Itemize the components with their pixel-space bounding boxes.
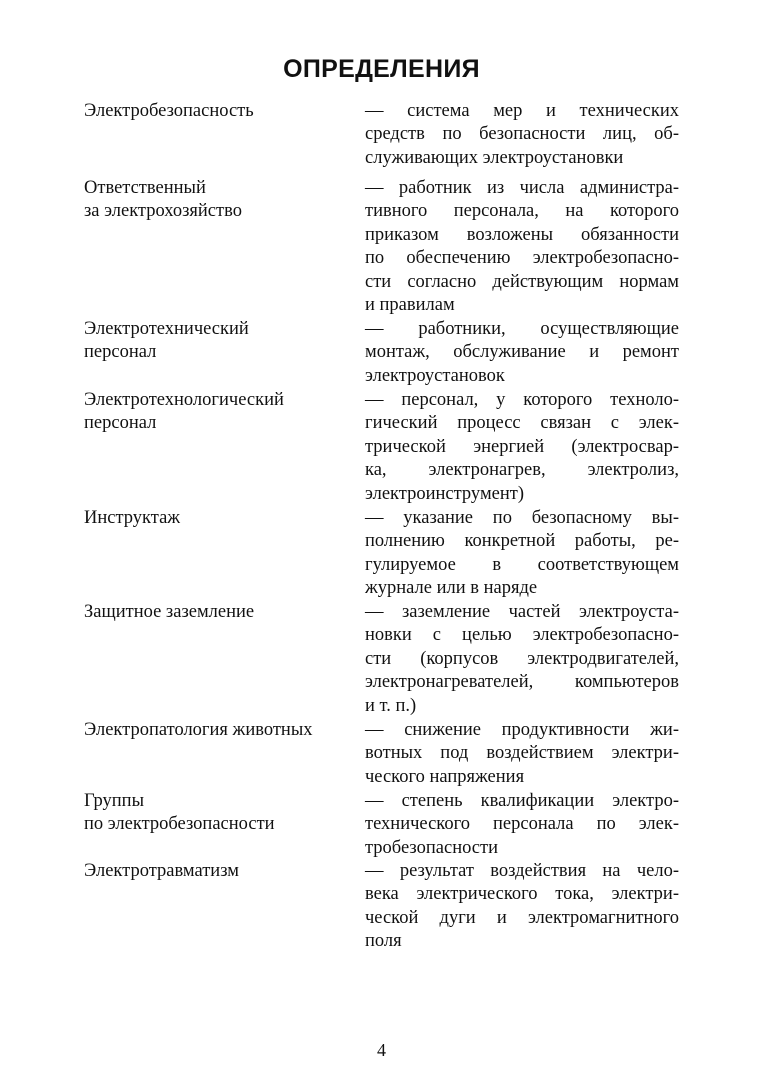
definition-line: и правилам (365, 295, 455, 316)
definition-line: электроинструмент) (365, 483, 525, 504)
definition-line: средств по безопасности лиц, об- (365, 124, 679, 145)
term-line: Электропатология животных (84, 720, 313, 740)
definition-text (365, 100, 679, 170)
definition-line: технического персонала по элек- (365, 814, 679, 835)
definition-line: — результат воздействия на чело- (365, 861, 679, 881)
definition-line: полнению конкретной работы, ре- (365, 531, 679, 552)
definition-line: сти (корпусов электродвигателей, (365, 648, 679, 669)
definition-term (84, 601, 354, 624)
definition-line: ческого напряжения (365, 766, 525, 787)
term-line: персонал (84, 413, 157, 434)
definition-line: вотных под воздействием электри- (365, 743, 679, 764)
definition-term (84, 100, 354, 123)
term-line: Электробезопасность (84, 101, 254, 121)
definition-line: ка, электронагрев, электролиз, (365, 460, 679, 481)
definition-line: — снижение продуктивности жи- (365, 720, 679, 740)
page-title: ОПРЕДЕЛЕНИЯ (283, 55, 480, 83)
definition-text (365, 318, 679, 388)
definition-line: новки с целью электробезопасно- (365, 625, 679, 646)
definition-text (365, 177, 679, 317)
definition-text (365, 601, 679, 718)
term-line: Электротравматизм (84, 861, 239, 881)
definition-text (365, 389, 679, 506)
definition-text (365, 507, 679, 601)
definition-line: журнале или в наряде (365, 578, 538, 599)
definition-line: — указание по безопасному вы- (365, 508, 679, 528)
term-line: Ответственный (84, 178, 206, 198)
term-line: Группы (84, 791, 145, 811)
definition-line: — работники, осуществляющие (365, 319, 679, 339)
definition-line: и т. п.) (365, 695, 417, 716)
definition-line: — заземление частей электроуста- (365, 602, 679, 622)
definition-term (84, 177, 354, 224)
definition-line: электроустановок (365, 365, 505, 386)
definition-term (84, 860, 354, 883)
term-line: за электрохозяйство (84, 201, 242, 222)
definition-line: тивного персонала, на которого (365, 201, 679, 222)
definition-line: гический процесс связан с элек- (365, 413, 679, 434)
definition-text (365, 719, 679, 789)
definition-line: — система мер и технических (365, 101, 679, 121)
definition-line: по обеспечению электробезопасно- (365, 248, 679, 269)
term-line: Инструктаж (84, 508, 181, 528)
term-line: Электротехнический (84, 319, 249, 339)
definition-line: гулируемое в соответствующем (365, 554, 679, 575)
definition-line: — персонал, у которого техноло- (365, 390, 679, 410)
definition-text (365, 790, 679, 860)
definition-line: — работник из числа администра- (365, 178, 679, 198)
term-line: Электротехнологический (84, 390, 284, 410)
definition-line: приказом возложены обязанности (365, 224, 679, 245)
term-line: персонал (84, 342, 157, 363)
definition-line: века электрического тока, электри- (365, 884, 679, 905)
definition-term (84, 507, 354, 530)
definition-line: ческой дуги и электромагнитного (365, 907, 679, 928)
definition-term (84, 719, 354, 742)
definition-line: трической энергией (электросвар- (365, 436, 679, 457)
term-line: по электробезопасности (84, 814, 275, 835)
definition-term (84, 318, 354, 365)
definition-term (84, 790, 354, 837)
definition-line: поля (365, 931, 402, 952)
definition-line: сти согласно действующим нормам (365, 271, 679, 292)
definition-line: — степень квалификации электро- (365, 791, 679, 811)
definition-line: монтаж, обслуживание и ремонт (365, 342, 679, 363)
definition-line: электронагревателей, компьютеров (365, 672, 679, 693)
term-line: Защитное заземление (84, 602, 255, 622)
definition-line: служивающих электроустановки (365, 147, 624, 168)
definition-line: тробезопасности (365, 837, 498, 858)
definition-text (365, 860, 679, 954)
definition-term (84, 389, 354, 436)
page-number: 4 (377, 1040, 386, 1060)
